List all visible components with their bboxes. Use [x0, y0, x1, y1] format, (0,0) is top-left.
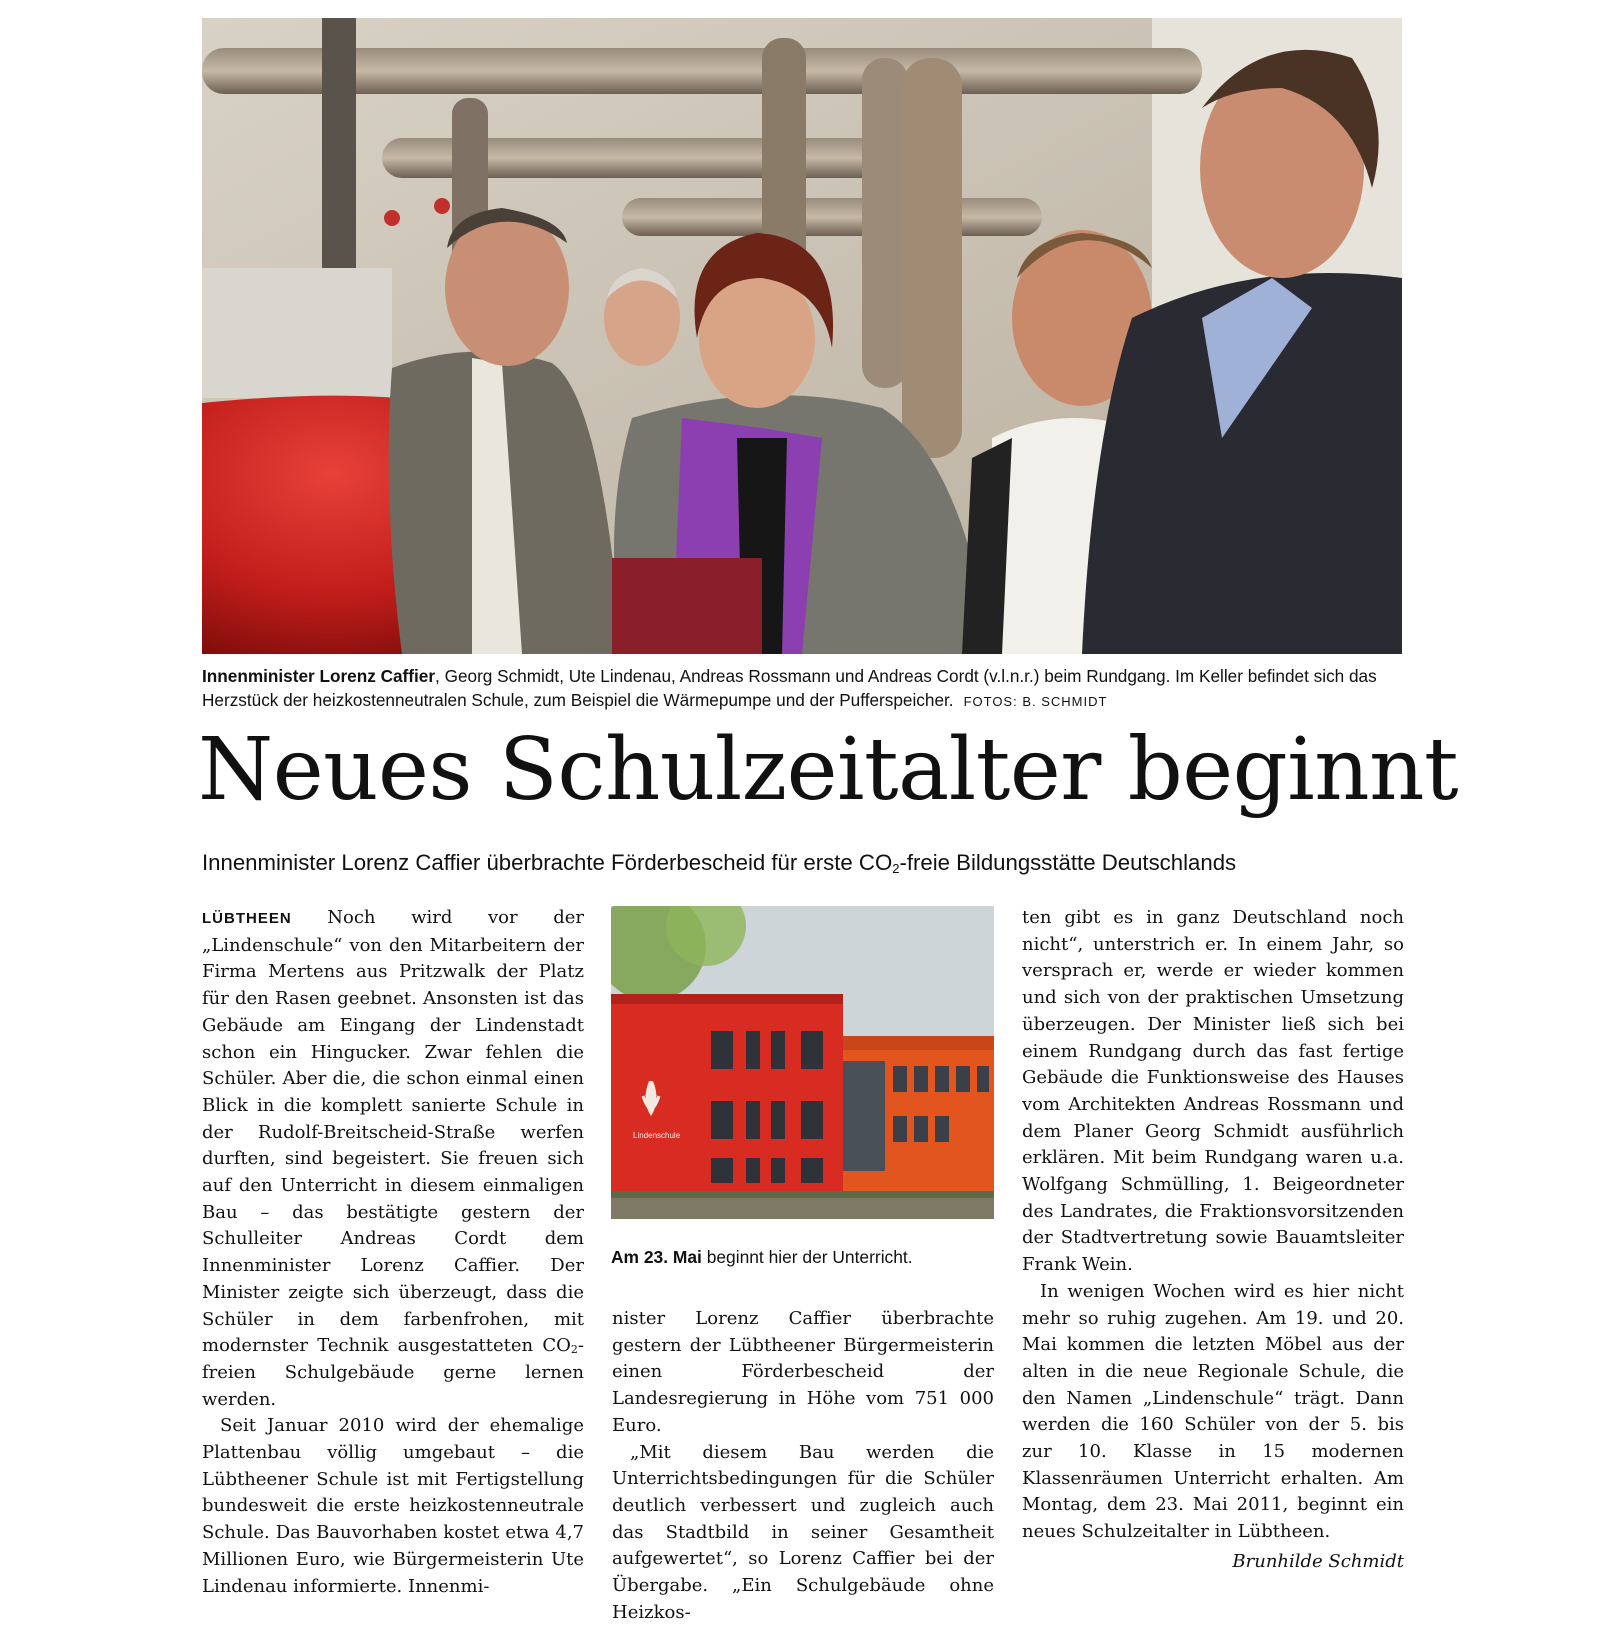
- subhead-before: Innenminister Lorenz Caffier überbrachte Förderbescheid für erste CO: [202, 850, 893, 875]
- paragraph-2-cont: nister Lorenz Caffier überbrachte gestern der Lübtheener Bürgermeisterin einen Förderbescheid der Landesregierung in Höhe vom 751 000 Euro.: [612, 1308, 994, 1436]
- article-column-2: [612, 1306, 994, 1626]
- subheadline: [202, 848, 1412, 884]
- subhead-after: -freie Bildungsstätte Deutschlands: [899, 850, 1237, 875]
- photo-caption: [202, 664, 1402, 714]
- subhead-sub: 2: [892, 861, 900, 876]
- paragraph-3: „Mit diesem Bau werden die Unterrichtsbedingungen für die Schüler deutlich verbessert und zugleich auch das Stadtbild in seiner Gesamtheit aufgewertet“, so Lorenz Caffier bei der Übergabe. „Ein Schulgebäude ohne Heizkos-: [612, 1441, 994, 1623]
- headline: Neues Schulzeitalter beginnt: [198, 720, 1459, 820]
- caption-lead: Innenminister Lorenz Caffier: [202, 666, 436, 686]
- author-byline: Brunhilde Schmidt: [1232, 1551, 1404, 1572]
- caption-text: , Georg Schmidt, Ute Lindenau, Andreas Rossmann und Andreas Cordt (v.l.n.r.) beim Rundgang. Im Keller befindet sich das Herzstück der heizkostenneutralen Schule, zum Beispiel die Wärmepumpe und der Pufferspeicher.: [202, 666, 1377, 710]
- p1-text: Noch wird vor der „Lindenschule“ von den Mitarbeitern der Firma Mertens aus Pritzwalk der Platz für den Rasen geebnet. Ansonsten ist das Gebäude am Eingang der Lindenstadt schon ein Hingucker. Zwar fehlen die Schüler. Aber die, die schon einmal einen Blick in die komplett sanierte Schule in der Rudolf-Breitscheid-Straße werfen durften, sind begeistert. Sie freuen sich auf den Unterricht in diesem einmaligen Bau – das bestätigte gestern der Schulleiter Andreas Cordt dem Innenminister Lorenz Caffier. Der Minister zeigte sich überzeugt, dass die Schüler in dem farbenfrohen, mit modernster Technik ausgestatteten CO: [202, 907, 584, 1357]
- article-column-3: [1022, 905, 1404, 1546]
- school-caption-rest: beginnt hier der Unterricht.: [701, 1247, 913, 1267]
- paragraph-4: In wenigen Wochen wird es hier nicht mehr so ruhig zugehen. Am 19. und 20. Mai kommen die letzten Möbel aus der alten in die neue Regionale Schule, die den Namen „Lindenschule“ trägt. Dann werden die 160 Schüler von der 5. bis zur 10. Klasse in 15 modernen Klassenräumen Unterricht erhalten. Am Montag, dem 23. Mai 2011, beginnt ein neues Schulzeitalter in Lübtheen.: [1022, 1280, 1404, 1543]
- school-sign-text: Lindenschule: [633, 1131, 681, 1140]
- paragraph-1: [202, 905, 584, 1413]
- dateline: LÜBTHEEN: [202, 910, 292, 927]
- school-photo: [611, 906, 994, 1219]
- p1-end: -freien Schulgebäude gerne lernen werden.: [202, 1335, 584, 1410]
- p1-sub: 2: [570, 1343, 578, 1357]
- paragraph-3-cont: ten gibt es in ganz Deutschland noch nicht“, unterstrich er. In einem Jahr, so versprach er, werde er wieder kommen und sich von der praktischen Umsetzung überzeugen. Der Minister ließ sich bei einem Rundgang durch das fast fertige Gebäude die Funktionsweise des Hauses vom Architekten Andreas Rossmann und dem Planer Georg Schmidt ausführlich erklären. Mit beim Rundgang waren u.a. Wolfgang Schmülling, 1. Beigeordneter des Landrates, die Fraktionsvorsitzenden der Stadtvertretung sowie Bauamtsleiter Frank Wein.: [1022, 907, 1404, 1276]
- photo-credit: FOTOS: B. SCHMIDT: [963, 694, 1108, 709]
- main-photo: [202, 18, 1402, 654]
- article-column-1: [202, 905, 584, 1600]
- school-caption-bold: Am 23. Mai: [611, 1247, 702, 1267]
- paragraph-2: Seit Januar 2010 wird der ehemalige Plattenbau völlig umgebaut – die Lübtheener Schule ist mit Fertigstellung bundesweit die erste heizkostenneutrale Schule. Das Bauvorhaben kostet etwa 4,7 Millionen Euro, wie Bürgermeisterin Ute Lindenau informierte. Innenmi-: [202, 1415, 584, 1597]
- school-photo-caption: [611, 1247, 994, 1268]
